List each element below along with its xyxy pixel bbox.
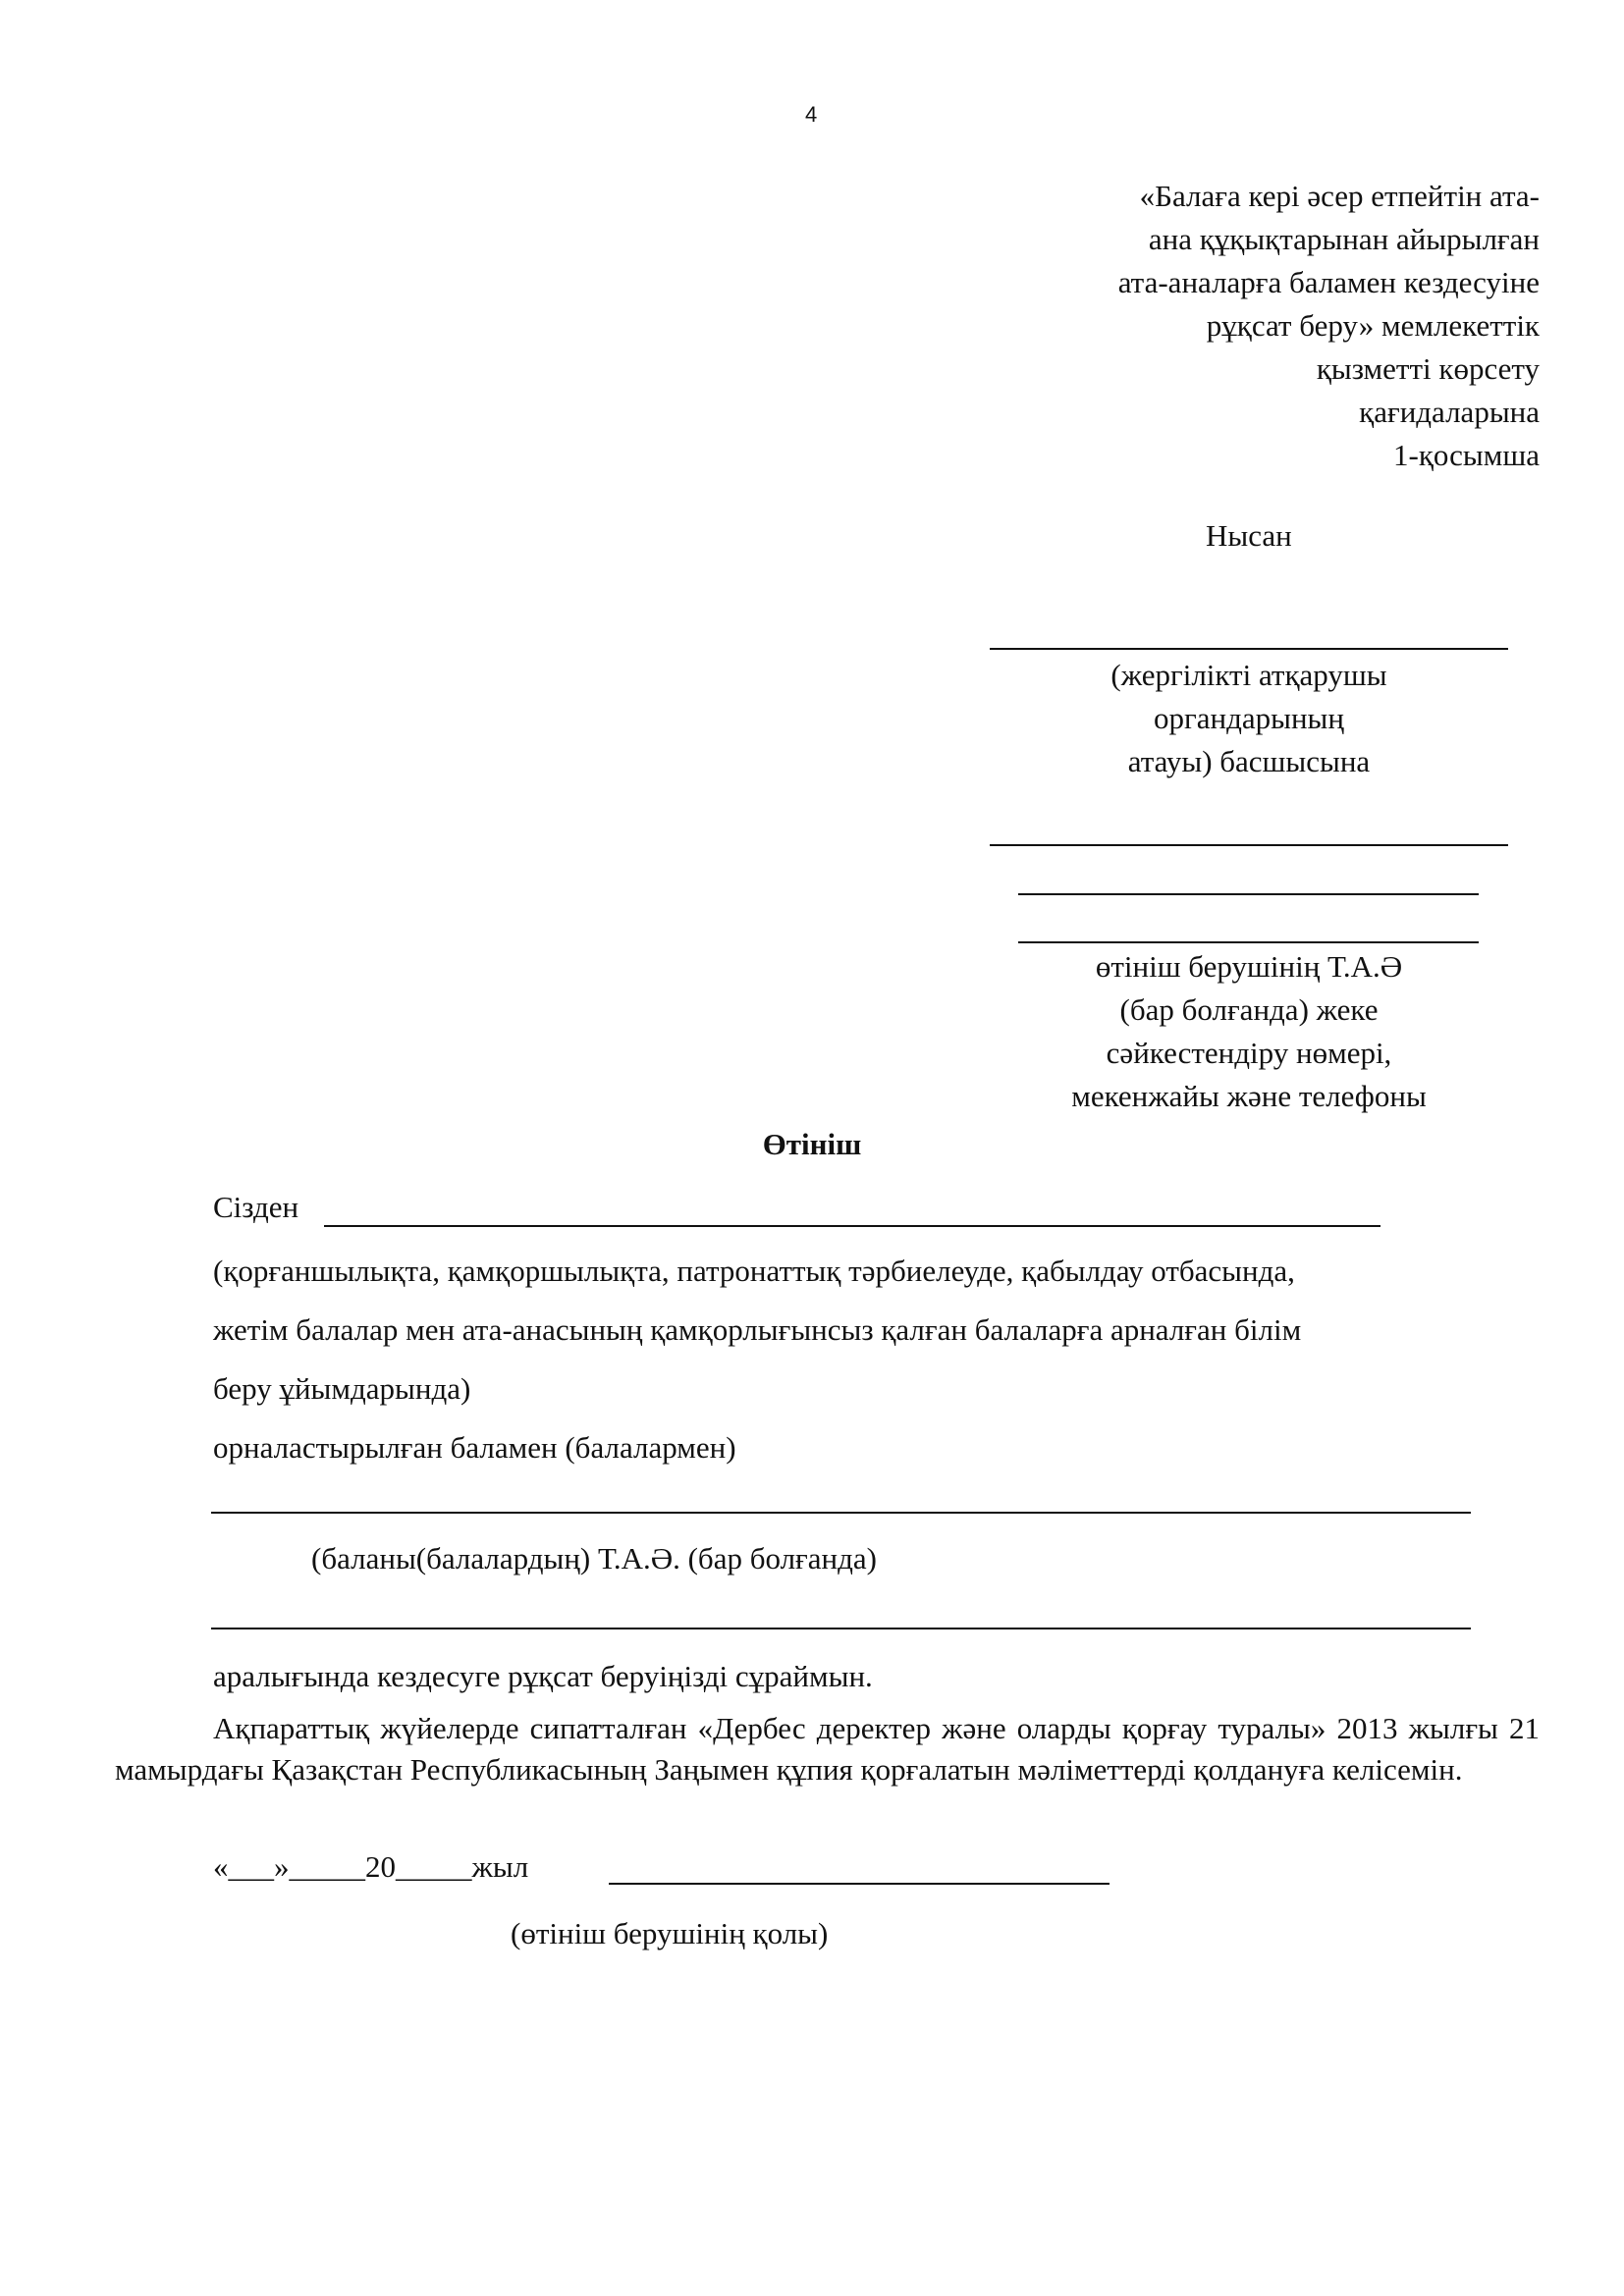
child-name-blank-line-2[interactable] [211, 1628, 1471, 1629]
caption-line: өтініш берушінің Т.А.Ә [1095, 949, 1403, 984]
header-line: қағидаларына [1359, 395, 1540, 429]
request-text: аралығында кездесуге рұқсат беруіңізді сұраймын. [213, 1659, 873, 1693]
signature-caption: (өтініш берушінің қолы) [511, 1916, 829, 1950]
from-label: Сізден [213, 1190, 299, 1224]
child-name-blank-line[interactable] [211, 1512, 1471, 1514]
addressee-caption [990, 654, 1508, 783]
header-line: ана құқықтарынан айырылған [1148, 222, 1540, 256]
caption-line: органдарының [1154, 701, 1344, 735]
caption-line: (жергілікті атқарушы [1110, 658, 1387, 692]
caption-line: (бар болғанда) жеке [1119, 992, 1379, 1027]
caption-line: сәйкестендіру нөмері, [1106, 1036, 1392, 1070]
applicant-blank-line-3[interactable] [1018, 941, 1479, 943]
from-blank-line[interactable] [324, 1225, 1380, 1227]
applicant-caption [990, 945, 1508, 1118]
applicant-blank-line-1[interactable] [990, 844, 1508, 846]
date-line[interactable]: «___»_____20_____жыл [213, 1849, 529, 1884]
placement-line: жетім балалар мен ата-анасының қамқорлығынсыз қалған балаларға арналған білім [213, 1312, 1302, 1347]
placement-line: орналастырылған баламен (балалармен) [213, 1430, 736, 1465]
addressee-blank-line[interactable] [990, 648, 1508, 650]
placement-line: беру ұйымдарында) [213, 1371, 471, 1406]
header-line: ата-аналарға баламен кездесуіне [1117, 265, 1540, 299]
page-number: 4 [805, 102, 818, 127]
header-line: 1-қосымша [1393, 438, 1540, 472]
child-caption: (баланы(балалардың) Т.А.Ә. (бар болғанда) [311, 1541, 877, 1575]
document-title: Өтініш [762, 1127, 862, 1161]
header-line: «Балаға кері әсер етпейтін ата- [1139, 179, 1540, 213]
consent-paragraph: Ақпараттық жүйелерде сипатталған «Дербес деректер және оларды қорғау туралы» 2013 жылғы 21 мамырдағы Қазақстан Республикасының Заңымен құпия қорғалатын мәліметтерді қолдануға келісемін. [115, 1711, 1540, 1787]
placement-line: (қорғаншылықта, қамқоршылықта, патронаттық тәрбиелеуде, қабылдау отбасында, [213, 1254, 1295, 1288]
caption-line: мекенжайы және телефоны [1071, 1079, 1427, 1113]
header-line: рұқсат беру» мемлекеттік [1206, 308, 1540, 343]
appendix-header [1118, 175, 1540, 477]
caption-line: атауы) басшысына [1127, 744, 1371, 778]
form-label: Нысан [1206, 518, 1292, 553]
applicant-blank-line-2[interactable] [1018, 893, 1479, 895]
signature-blank-line[interactable] [609, 1883, 1110, 1885]
header-line: қызметті көрсету [1316, 351, 1540, 386]
